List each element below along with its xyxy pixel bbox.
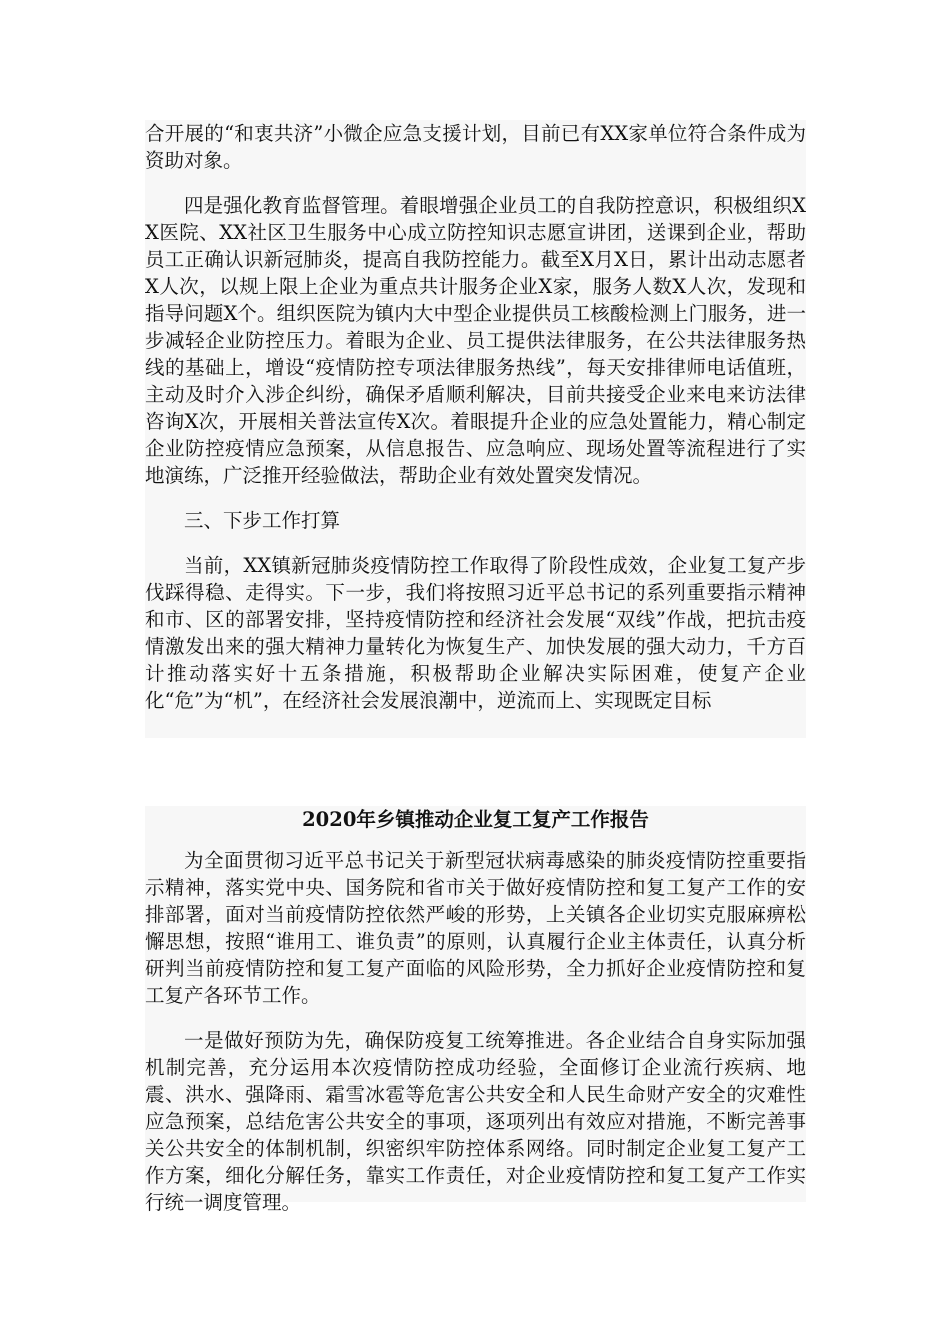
paragraph-intro: 为全面贯彻习近平总书记关于新型冠状病毒感染的肺炎疫情防控重要指示精神，落实党中央、国务院和省市关于做好疫情防控和复工复产工作的安排部署，面对当前疫情防控依然严峻的形势，上关镇各企业切实克服麻痹松懈思想，按照“谁用工、谁负责”的原则，认真履行企业主体责任，认真分析研判当前疫情防控和复工复产面临的风险形势，全力抓好企业疫情防控和复工复产各环节工作。 <box>145 849 806 1007</box>
text-block-continued <box>145 120 806 738</box>
report-title: 2020年乡镇推动企业复工复产工作报告 <box>302 808 649 831</box>
paragraph-current-situation: 当前，XX镇新冠肺炎疫情防控工作取得了阶段性成效，企业复工复产步伐踩得稳、走得实。下一步，我们将按照习近平总书记的系列重要指示精神和市、区的部署安排，坚持疫情防控和经济社会发展“双线”作战，把抗击疫情激发出来的强大精神力量转化为恢复生产、加快发展的强大动力，千方百计推动落实好十五条措施，积极帮助企业解决实际困难，使复产企业化“危”为“机”，在经济社会发展浪潮中，逆流而上、实现既定目标 <box>145 554 806 712</box>
paragraph-continued: 合开展的“和衷共济”小微企应急支援计划，目前已有XX家单位符合条件成为资助对象。 <box>145 122 806 172</box>
paragraph-point-one: 一是做好预防为先，确保防疫复工统筹推进。各企业结合自身实际加强机制完善，充分运用本次疫情防控成功经验，全面修订企业流行疾病、地震、洪水、强降雨、霜雪冰雹等危害公共安全和人民生命财产安全的灾难性应急预案，总结危害公共安全的事项，逐项列出有效应对措施，不断完善事关公共安全的体制机制，织密织牢防控体系网络。同时制定企业复工复产工作方案，细化分解任务，靠实工作责任，对企业疫情防控和复工复产工作实行统一调度管理。 <box>145 1029 806 1214</box>
text-block-report <box>145 806 806 1214</box>
section-heading-next-steps: 三、下步工作打算 <box>184 509 341 532</box>
paragraph-point-four: 四是强化教育监督管理。着眼增强企业员工的自我防控意识，积极组织XX医院、XX社区卫生服务中心成立防控知识志愿宣讲团，送课到企业，帮助员工正确认识新冠肺炎，提高自我防控能力。截至X月X日，累计出动志愿者X人次，以规上限上企业为重点共计服务企业X家，服务人数X人次，发现和指导问题X个。组织医院为镇内大中型企业提供员工核酸检测上门服务，进一步减轻企业防控压力。着眼为企业、员工提供法律服务，在公共法律服务热线的基础上，增设“疫情防控专项法律服务热线”，每天安排律师电话值班，主动及时介入涉企纠纷，确保矛盾顺利解决，目前共接受企业来电来访法律咨询X次，开展相关普法宣传X次。着眼提升企业的应急处置能力，精心制定企业防控疫情应急预案，从信息报告、应急响应、现场处置等流程进行了实地演练，广泛推开经验做法，帮助企业有效处置突发情况。 <box>145 194 806 487</box>
